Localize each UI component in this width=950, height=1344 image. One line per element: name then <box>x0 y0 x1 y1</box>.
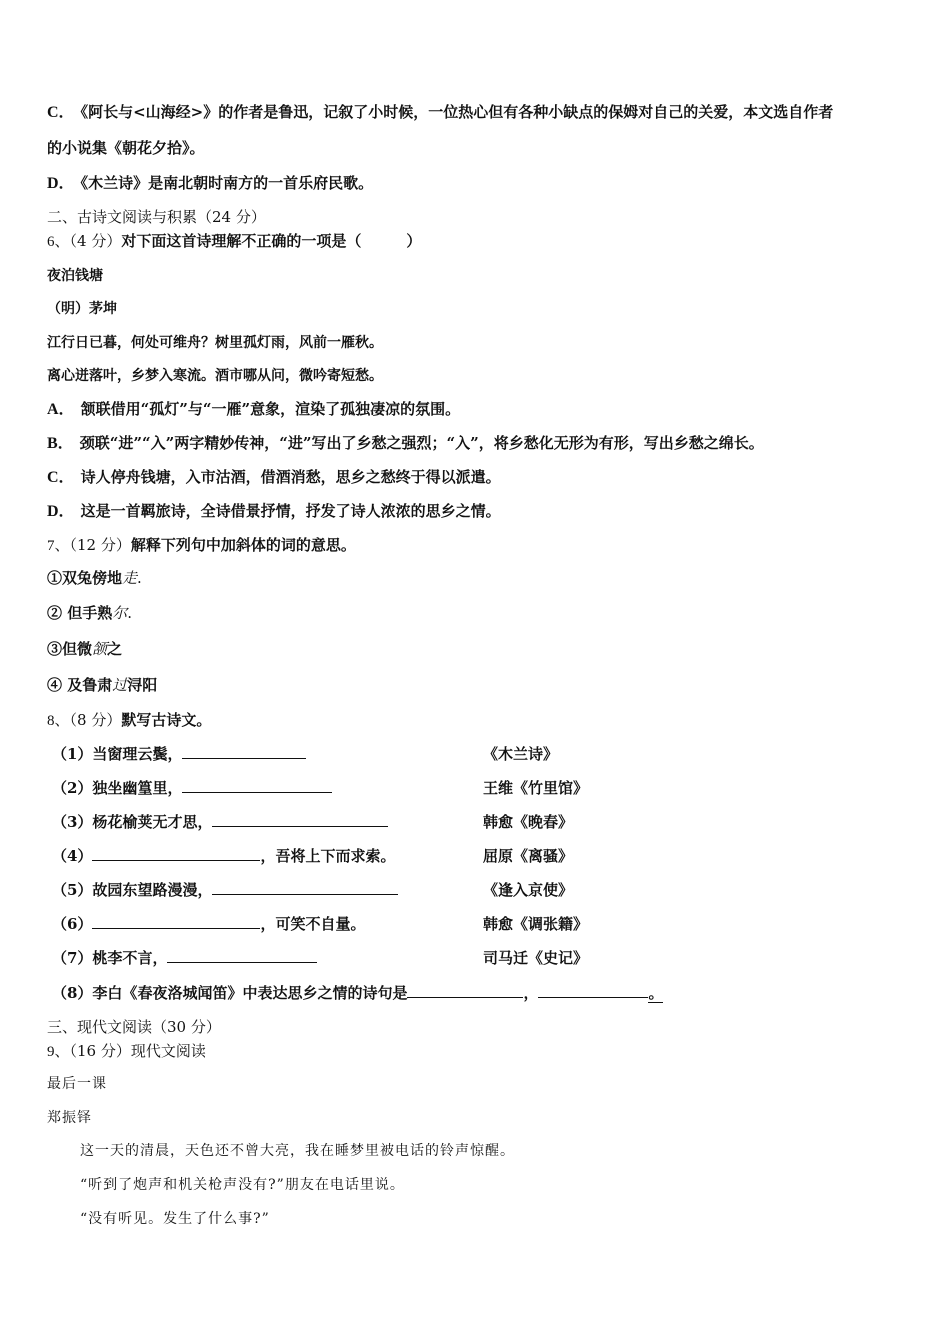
gloss-italic-word: 尔 <box>112 604 128 622</box>
recite-item-2 <box>52 778 332 798</box>
recite-source-7: 司马迁《史记》 <box>483 949 589 967</box>
question-score: （16 分） <box>69 1042 131 1060</box>
section-title-3: 三、现代文阅读（30 分） <box>47 1018 221 1036</box>
question-score: （4 分） <box>69 232 122 250</box>
option-text: 颈联“进”“入”两字精妙传神，“进”写出了乡愁之强烈；“入”，将乡愁化无形为有形，写出乡愁之绵长。 <box>79 434 764 452</box>
question-number: 8、 <box>47 713 70 729</box>
gloss-item-1 <box>47 568 142 588</box>
answer-blank[interactable] <box>407 983 523 998</box>
question-stem: 对下面这首诗理解不正确的一项是（ ） <box>121 232 422 250</box>
recite-end: 。 <box>648 984 664 1002</box>
recite-text: （5）故园东望路漫漫， <box>52 881 213 899</box>
poem-title: 夜泊钱塘 <box>47 268 103 284</box>
gloss-italic-word: 过 <box>112 676 128 694</box>
recite-source-5: 《逢入京使》 <box>483 881 574 899</box>
recite-source-3: 韩愈《晚春》 <box>483 813 574 831</box>
article-paragraph-1: 这一天的清晨，天色还不曾大亮，我在睡梦里被电话的铃声惊醒。 <box>80 1143 515 1159</box>
answer-blank[interactable] <box>167 948 317 963</box>
option-d <box>47 173 373 194</box>
question-8 <box>47 710 211 731</box>
recite-item-7 <box>52 948 317 968</box>
recite-text: （2）独坐幽篁里， <box>52 779 183 797</box>
question-score: （12 分） <box>69 536 131 554</box>
gloss-prefix: ①双兔傍地 <box>47 569 123 587</box>
gloss-italic-word: 颔 <box>92 640 108 658</box>
q6-option-d <box>47 501 501 522</box>
question-number: 6、 <box>47 234 70 250</box>
answer-blank[interactable] <box>182 778 332 793</box>
gloss-prefix: ② 但手熟 <box>47 604 113 622</box>
q6-option-a <box>47 399 460 420</box>
section-title-2: 二、古诗文阅读与积累（24 分） <box>47 208 266 226</box>
gloss-dot: . <box>137 569 142 587</box>
answer-blank[interactable] <box>212 880 398 895</box>
article-paragraph-2: “听到了炮声和机关枪声没有?”朋友在电话里说。 <box>80 1177 405 1193</box>
poem-author: （明）茅坤 <box>47 301 117 317</box>
recite-separator: ， <box>523 984 539 1002</box>
gloss-prefix: ④ 及鲁肃 <box>47 676 113 694</box>
question-stem: 解释下列句中加斜体的词的意思。 <box>130 536 356 554</box>
question-9 <box>47 1041 206 1062</box>
recite-text: （3）杨花榆荚无才思， <box>52 813 213 831</box>
answer-blank[interactable] <box>538 983 648 998</box>
gloss-suffix: 之 <box>107 640 123 658</box>
question-number: 9、 <box>47 1044 70 1060</box>
option-text: 这是一首羁旅诗，全诗借景抒情，抒发了诗人浓浓的思乡之情。 <box>80 502 501 520</box>
recite-text-after: ，吾将上下而求索。 <box>260 847 396 865</box>
gloss-item-4 <box>47 675 157 695</box>
gloss-prefix: ③但微 <box>47 640 93 658</box>
poem-line-2: 离心迸落叶，乡梦入寒流。酒市哪从问，微吟寄短愁。 <box>47 368 383 384</box>
option-label: D． <box>47 175 75 192</box>
option-text: 《木兰诗》是南北朝时南方的一首乐府民歌。 <box>80 174 374 192</box>
question-stem: 默写古诗文。 <box>121 711 212 729</box>
recite-text: （4） <box>52 847 93 865</box>
option-label: D． <box>47 503 75 520</box>
recite-text: （6） <box>52 915 93 933</box>
question-6 <box>47 231 421 252</box>
article-title: 最后一课 <box>47 1076 107 1092</box>
gloss-dot: . <box>127 604 133 622</box>
article-paragraph-3: “没有听见。发生了什么事?” <box>80 1211 270 1227</box>
recite-source-1: 《木兰诗》 <box>483 745 559 763</box>
recite-text: （7）桃李不言， <box>52 949 168 967</box>
option-label: C． <box>47 104 75 121</box>
article-author: 郑振铎 <box>47 1110 92 1126</box>
q6-option-c <box>47 467 501 488</box>
answer-blank[interactable] <box>92 914 260 929</box>
recite-source-2: 王维《竹里馆》 <box>483 779 589 797</box>
gloss-italic-word: 走 <box>122 569 138 587</box>
question-stem: 现代文阅读 <box>130 1042 206 1060</box>
recite-item-3 <box>52 812 388 832</box>
option-c <box>47 102 833 123</box>
recite-text: （8）李白《春夜洛城闻笛》中表达思乡之情的诗句是 <box>52 984 408 1002</box>
recite-item-6 <box>52 914 365 934</box>
poem-line-1: 江行日已暮，何处可维舟？树里孤灯雨，风前一雁秋。 <box>47 335 383 351</box>
recite-text-after: ，可笑不自量。 <box>260 915 366 933</box>
recite-item-1 <box>52 744 306 764</box>
answer-blank[interactable] <box>182 744 306 759</box>
recite-source-4: 屈原《离骚》 <box>483 847 574 865</box>
gloss-item-2 <box>47 603 132 623</box>
recite-item-8 <box>52 983 663 1003</box>
answer-blank[interactable] <box>92 846 260 861</box>
option-label: B． <box>47 435 74 452</box>
question-7 <box>47 535 356 556</box>
gloss-item-3 <box>47 639 122 659</box>
question-number: 7、 <box>47 538 70 554</box>
answer-blank[interactable] <box>212 812 388 827</box>
q6-option-b <box>47 433 764 454</box>
gloss-suffix: 浔阳 <box>127 676 158 694</box>
option-text: 诗人停舟钱塘，入市沽酒，借酒消愁，思乡之愁终于得以派遣。 <box>80 468 501 486</box>
recite-item-5 <box>52 880 398 900</box>
recite-source-6: 韩愈《调张籍》 <box>483 915 589 933</box>
recite-item-4 <box>52 846 395 866</box>
option-text: 颔联借用“孤灯”与“一雁”意象，渲染了孤独凄凉的氛围。 <box>80 400 461 418</box>
question-score: （8 分） <box>69 711 122 729</box>
option-text: 《阿长与<山海经>》的作者是鲁迅，记叙了小时候，一位热心但有各种小缺点的保姆对自己的关爱，本文选自作者 <box>80 103 834 121</box>
option-label: A． <box>47 401 75 418</box>
option-c-continued: 的小说集《朝花夕拾》。 <box>47 139 205 157</box>
option-label: C． <box>47 469 75 486</box>
recite-text: （1）当窗理云鬓， <box>52 745 183 763</box>
